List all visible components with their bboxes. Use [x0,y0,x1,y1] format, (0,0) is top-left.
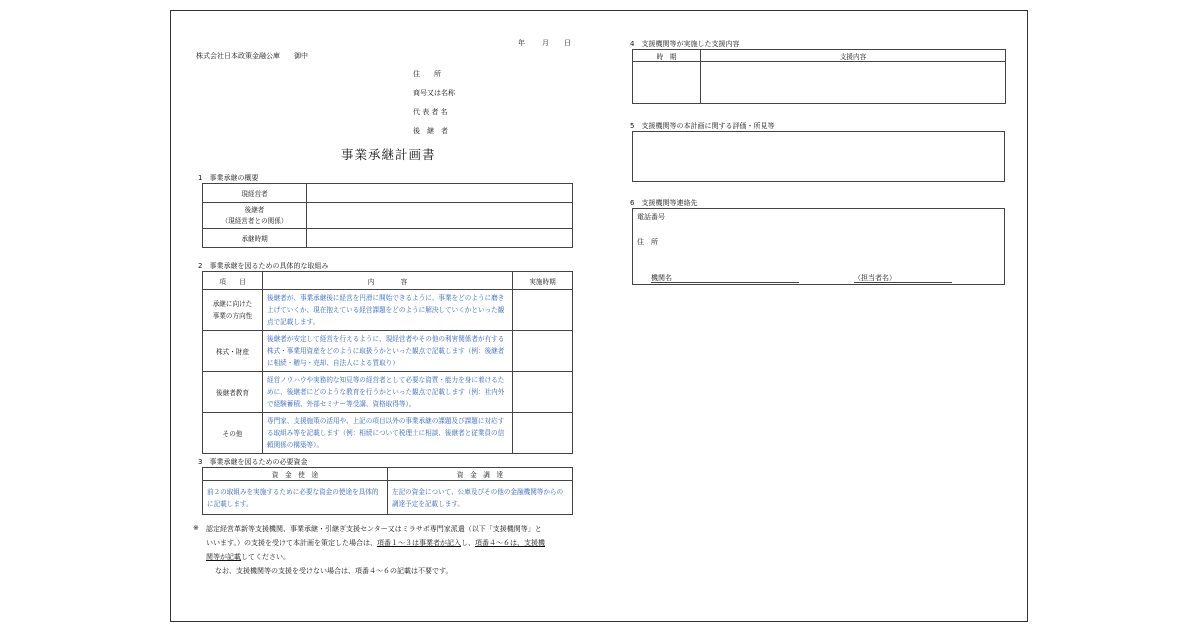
date-day: 日 [564,39,571,47]
timing-shares-assets[interactable] [513,331,573,372]
page-title: 事業承継計画書 [341,147,436,162]
section4-table [632,49,1006,104]
section4-heading: 4 支援機関等が実施した支援内容 [630,40,740,48]
table-row [203,481,573,515]
label-current-manager: 現経営者 [203,184,307,203]
organization-label: 機関名 [651,274,672,282]
content-fund-use[interactable]: 前２の取組みを実施するために必要な資金の使途を具体的に記載します。 [203,481,388,515]
input-succession-timing[interactable] [307,229,573,248]
input-successor[interactable] [307,203,573,229]
table-header-row [633,50,1006,62]
person-label: （担当者名） [854,274,896,282]
timing-other[interactable] [513,413,573,454]
content-direction[interactable]: 後継者が、事業承継後に経営を円滑に開始できるように、事業をどのように磨き上げていくか、現在抱えている経営課題をどのように解決していくかといった観点で記載します。 [263,290,513,331]
table-header-row [203,468,573,481]
section2-table [202,271,573,454]
content-fund-raising[interactable]: 左記の資金について、公庫及びその他の金融機関等からの調達予定を記載します。 [388,481,573,515]
note-line3: 関等が記載してください。 [206,553,290,561]
field-company-name: 商号又は名称 [413,89,455,97]
address-label: 住 所 [637,238,658,246]
section3-heading: 3 事業承継を図るための必要資金 [198,458,308,466]
input-current-manager[interactable] [307,184,573,203]
section3-table [202,467,573,515]
note-line4: なお、支援機関等の支援を受けない場合は、項番４～６の記載は不要です。 [215,567,453,575]
table-header-row [203,272,573,290]
col-timing: 実施時期 [513,272,573,290]
col-content: 内 容 [263,272,513,290]
content-other[interactable]: 専門家、支援施策の活用や、上記の項目以外の事業承継の課題及び課題に対応する取組み等を記載します（例：相続について税理士に相談、後継者と従業員の信頼関係の構築等）。 [263,413,513,454]
note-mark: ※ [193,524,199,532]
item-other: その他 [203,413,263,454]
input-support-period[interactable] [633,62,701,104]
table-row [633,62,1006,104]
table-row [203,184,573,203]
field-address: 住 所 [413,70,441,78]
item-successor-education: 後継者教育 [203,372,263,413]
date-year: 年 [518,39,525,47]
label-succession-timing: 承継時期 [203,229,307,248]
table-row [203,372,573,413]
section2-heading: 2 事業承継を図るための具体的な取組み [198,262,329,270]
section1-heading: 1 事業承継の概要 [198,174,259,182]
table-row [203,413,573,454]
table-row [203,203,573,229]
label-successor: 後継者 （現経営者との関係） [203,203,307,229]
col-fund-use: 資 金 使 途 [203,468,388,481]
col-fund-raising: 資 金 調 達 [388,468,573,481]
input-support-content[interactable] [701,62,1006,104]
note-line2: いいます。）の支援を受けて本計画を策定した場合は、項番１～３は事業者が記入し、項番４～６は、支援機 [206,539,545,547]
person-underline[interactable] [854,282,952,283]
timing-direction[interactable] [513,290,573,331]
table-row [203,290,573,331]
col-period: 時 期 [633,50,701,62]
col-support-content: 支援内容 [701,50,1006,62]
date-month: 月 [542,39,549,47]
section5-heading: 5 支援機関等の本計画に関する評価・所見等 [630,122,775,130]
addressee: 株式会社日本政策金融公庫 御中 [196,52,308,60]
phone-label: 電話番号 [637,213,665,221]
section6-heading: 6 支援機関等連絡先 [630,199,698,207]
item-shares-assets: 株式・財産 [203,331,263,372]
table-row [203,229,573,248]
note-line1: 認定経営革新等支援機関、事業承継・引継ぎ支援センター又はミラサポ専門家派遣（以下「支援機関等」と [206,525,542,533]
col-item: 項 目 [203,272,263,290]
field-representative: 代 表 者 名 [413,108,448,116]
field-successor: 後 継 者 [413,127,448,135]
item-direction: 承継に向けた 事業の方向性 [203,290,263,331]
content-shares-assets[interactable]: 後継者が安定して経営を行えるように、現経営者やその他の利害関係者が有する株式・事業用資産をどのように取扱うかといった観点で記載します（例：後継者に相続・贈与・売却、自法人による買取り） [263,331,513,372]
section1-table [202,183,573,248]
document-page [170,10,1028,622]
timing-successor-education[interactable] [513,372,573,413]
evaluation-input-box[interactable] [632,131,1005,182]
organization-underline[interactable] [651,282,799,283]
content-successor-education[interactable]: 経営ノウハウや実務的な知見等の経営者として必要な資質・能力を身に着けるために、後継者にどのような教育を行うかといった観点で記載します（例：社内外で経験蓄積、外部セミナー等受講、資格取得等）。 [263,372,513,413]
contact-box [632,208,1005,285]
table-row [203,331,573,372]
